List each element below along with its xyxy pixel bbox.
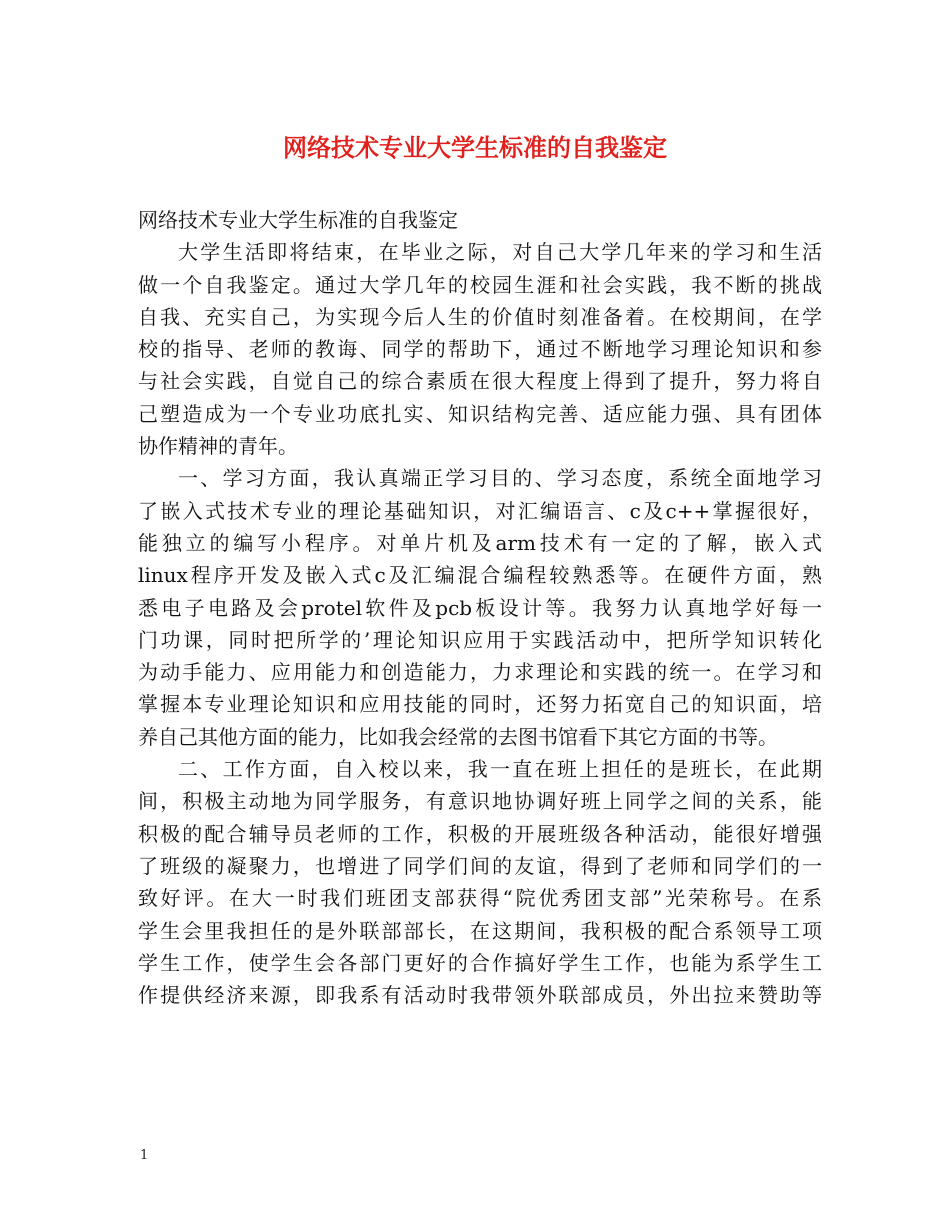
page-number: 1 bbox=[140, 1148, 149, 1163]
paragraph-line: 了嵌入式技术专业的理论基础知识，对汇编语言、c及c++掌握很好， bbox=[138, 498, 822, 523]
paragraph-line: 二、工作方面，自入校以来，我一直在班上担任的是班长，在此期 bbox=[178, 757, 822, 782]
paragraph-line: 学生工作，使学生会各部门更好的合作搞好学生工作，也能为系学生工 bbox=[138, 950, 822, 975]
subtitle-line: 网络技术专业大学生标准的自我鉴定 bbox=[138, 208, 458, 232]
paragraph-line: 养自己其他方面的能力，比如我会经常的去图书馆看下其它方面的书等。 bbox=[138, 724, 778, 749]
paragraph-line: 能独立的编写小程序。对单片机及arm技术有一定的了解，嵌入式 bbox=[138, 530, 822, 555]
paragraph-line: 作提供经济来源，即我系有活动时我带领外联部成员，外出拉来赞助等 bbox=[138, 983, 822, 1008]
paragraph-line: 校的指导、老师的教诲、同学的帮助下，通过不断地学习理论知识和参 bbox=[138, 337, 822, 362]
paragraph-line: 与社会实践，自觉自己的综合素质在很大程度上得到了提升，努力将自 bbox=[138, 369, 822, 394]
paragraph-line: 致好评。在大一时我们班团支部获得“院优秀团支部”光荣称号。在系 bbox=[138, 886, 822, 911]
paragraph-line: 自我、充实自己，为实现今后人生的价值时刻准备着。在校期间，在学 bbox=[138, 304, 822, 329]
paragraph-line: 己塑造成为一个专业功底扎实、知识结构完善、适应能力强、具有团体 bbox=[138, 401, 822, 426]
paragraph-line: 做一个自我鉴定。通过大学几年的校园生涯和社会实践，我不断的挑战 bbox=[138, 272, 822, 297]
paragraph-line: 一、学习方面，我认真端正学习目的、学习态度，系统全面地学习 bbox=[178, 466, 822, 491]
paragraph-line: linux程序开发及嵌入式c及汇编混合编程较熟悉等。在硬件方面，熟 bbox=[138, 563, 822, 588]
paragraph-line: 门功课，同时把所学的’理论知识应用于实践活动中，把所学知识转化 bbox=[138, 627, 822, 652]
paragraph-line: 悉电子电路及会protel软件及pcb板设计等。我努力认真地学好每一 bbox=[138, 595, 822, 620]
paragraph-line: 协作精神的青年。 bbox=[138, 434, 298, 459]
paragraph-line: 了班级的凝聚力，也增进了同学们间的友谊，得到了老师和同学们的一 bbox=[138, 853, 822, 878]
paragraph-line: 间，积极主动地为同学服务，有意识地协调好班上同学之间的关系，能 bbox=[138, 789, 822, 814]
document-body bbox=[138, 204, 822, 1011]
paragraph-line: 积极的配合辅导员老师的工作，积极的开展班级各种活动，能很好增强 bbox=[138, 821, 822, 846]
paragraph-line: 学生会里我担任的是外联部部长，在这期间，我积极的配合系领导工项 bbox=[138, 918, 822, 943]
paragraph-line: 掌握本专业理论知识和应用技能的同时，还努力拓宽自己的知识面，培 bbox=[138, 692, 822, 717]
paragraph-line: 大学生活即将结束，在毕业之际，对自己大学几年来的学习和生活 bbox=[178, 240, 822, 265]
document-title: 网络技术专业大学生标准的自我鉴定 bbox=[283, 133, 667, 162]
paragraph-line: 为动手能力、应用能力和创造能力，力求理论和实践的统一。在学习和 bbox=[138, 660, 822, 685]
